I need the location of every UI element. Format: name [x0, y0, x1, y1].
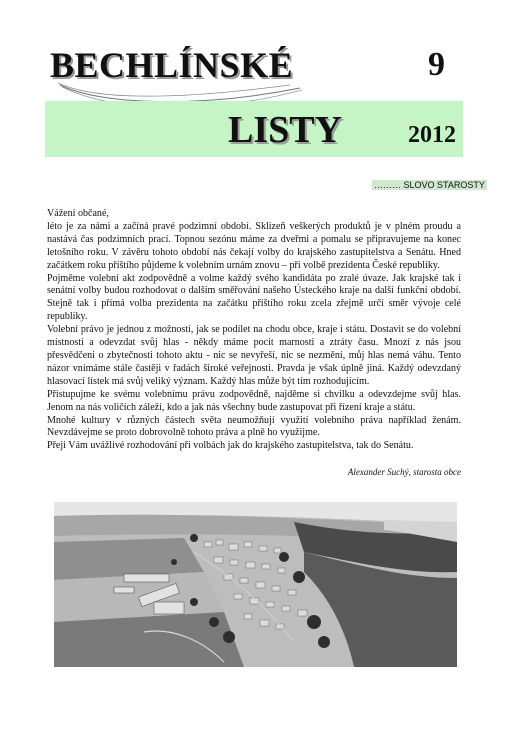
article-paragraph: Pojměme volební akt zodpovědně a volme každý svého kandidáta po zralé úvaze. Jak krajské tak i senátní volby budou rozhodovat o dalším směřování našeho Ústeckého kraje na další funkční období. Stejně tak i přímá volba prezidenta na začátku příštího roku zcela zřejmě určí směr vývoje celé republiky. [47, 272, 461, 323]
aerial-village-photo-icon [54, 502, 457, 667]
article-paragraph: Mnohé kultury v různých částech světa neumožňují využití volebního práva například ženám. Nevzdávejme se proto dobrovolně tohoto práva a plně ho využijme. [47, 414, 461, 439]
article-paragraph: léto je za námi a začíná pravé podzimní období. Sklizeň veškerých produktů je v plném proudu a nastává čas podzimních prací. Topnou sezónu máme za dveřmi a pomalu se připravujeme na konec letošního roku. V závěru tohoto období nás čekají volby do krajského zastupitelstva a Senátu. Hned začátkem roku příštího půjdeme k volebním urnám znovu – při volbě prezidenta České republiky. [47, 220, 461, 271]
article-signature: Alexander Suchý, starosta obce [347, 467, 461, 477]
section-tag: ……… SLOVO STAROSTY [374, 180, 485, 190]
article-paragraph: Přeji Vám uvážlivé rozhodování při volbách jak do krajského zastupitelstva, tak do Senátu. [47, 440, 414, 452]
issue-year: 2012 [408, 122, 456, 148]
masthead-title-line1: BECHLÍNSKÉ [50, 45, 294, 85]
article-paragraph: Volební právo je jednou z možností, jak se podílet na chodu obce, kraje i státu. Dostavit se do volební místnosti a odevzdat svůj hlas - někdy máme pocit marnosti a ztráty času. Mnozí z nás jsou přesvědčeni o zbytečnosti tohoto aktu - nic se nevyřeší, nic se nezmění, můj hlas nemá váhu. Tento názor vnímáme stále častěji v řadách široké veřejnosti. Pravda je však úplně jiná. Každý odevzdaný hlasovací lístek má svůj veliký význam. Každý hlas může být tím rozhodujícím. [47, 324, 461, 387]
article-paragraph: Vážení občané, [47, 208, 109, 219]
article-body [47, 208, 461, 453]
issue-number: 9 [428, 46, 445, 83]
masthead-title-line2: LISTY [228, 109, 343, 151]
article-paragraph: Přistupujme ke svému volebnímu právu zodpovědně, najděme si chvilku a odevzdejme svůj hlas. Jenom na nás voličích záleží, kdo a jak nás všechny bude zastupovat při řízení kraje a státu. [47, 388, 461, 413]
